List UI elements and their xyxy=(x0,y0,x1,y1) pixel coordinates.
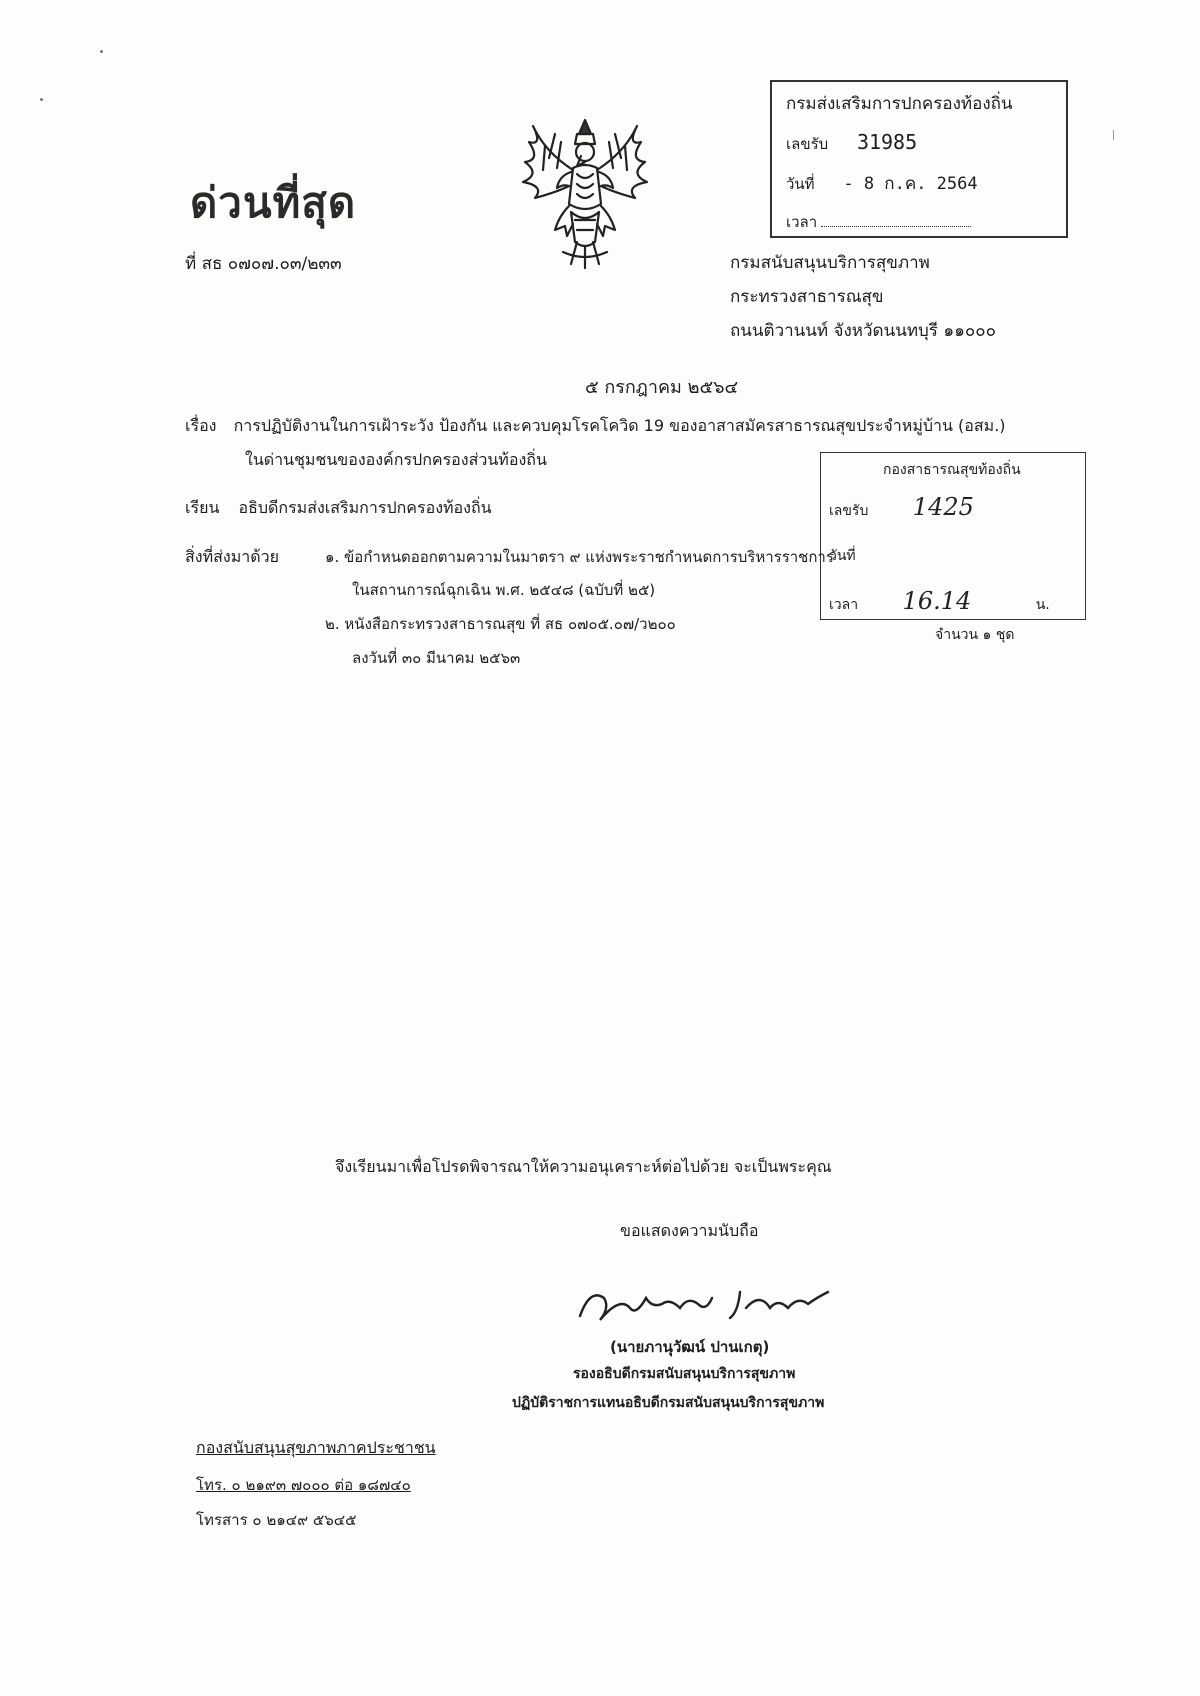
division-number-row xyxy=(829,493,974,522)
sender-department: กรมสนับสนุนบริการสุขภาพ xyxy=(730,253,930,273)
receipt-time-label: เวลา xyxy=(786,213,818,231)
division-stamp xyxy=(820,452,1086,620)
urgency-label: ด่วนที่สุด xyxy=(190,178,357,227)
division-date-label: วันที่ xyxy=(829,548,856,564)
division-number-label: เลขรับ xyxy=(829,503,869,519)
enclosure-1-line-2: ในสถานการณ์ฉุกเฉิน พ.ศ. ๒๕๔๘ (ฉบับที่ ๒๕) xyxy=(352,581,656,599)
scan-speck xyxy=(40,98,43,101)
signatory-position-1: รองอธิบดีกรมสนับสนุนบริการสุขภาพ xyxy=(573,1366,796,1382)
letter-date: ๕ กรกฎาคม ๒๕๖๔ xyxy=(585,377,739,398)
receipt-stamp xyxy=(770,80,1068,238)
addressee-line xyxy=(185,496,492,521)
sender-street: ถนนติวานนท์ จังหวัดนนทบุรี ๑๑๐๐๐ xyxy=(730,321,997,341)
addressee-value: อธิบดีกรมส่งเสริมการปกครองท้องถิ่น xyxy=(238,498,492,517)
subject-label: เรื่อง xyxy=(185,416,217,435)
receipt-number-value: 31985 xyxy=(856,130,918,154)
contact-unit: กองสนับสนุนสุขภาพภาคประชาชน xyxy=(196,1438,436,1457)
division-time-label: เวลา xyxy=(829,597,859,613)
receipt-date-row xyxy=(786,170,978,197)
signatory-position-2: ปฏิบัติราชการแทนอธิบดีกรมสนับสนุนบริการสุขภาพ xyxy=(512,1395,825,1411)
subject-line-1 xyxy=(185,414,1006,439)
division-time-row xyxy=(829,587,1050,616)
enclosure-count: จำนวน ๑ ชุด xyxy=(935,627,1015,643)
handwritten-signature-icon xyxy=(570,1268,840,1334)
contact-telephone: โทร. ๐ ๒๑๙๓ ๗๐๐๐ ต่อ ๑๘๗๔๐ xyxy=(196,1476,411,1494)
receipt-date-label: วันที่ xyxy=(786,175,815,193)
receipt-time-row xyxy=(786,210,971,234)
sender-ministry: กระทรวงสาธารณสุข xyxy=(730,287,884,307)
subject-text-1: การปฏิบัติงานในการเฝ้าระวัง ป้องกัน และควบคุมโรคโควิด 19 ของอาสาสมัครสาธารณสุขประจำหมู่บ้าน (อสม.) xyxy=(233,416,1006,435)
enclosure-2-line-2: ลงวันที่ ๓๐ มีนาคม ๒๕๖๓ xyxy=(352,649,521,667)
scan-mark xyxy=(1113,130,1114,140)
enclosure-1-line-1: ๑. ข้อกำหนดออกตามความในมาตรา ๙ แห่งพระราชกำหนดการบริหารราชการ xyxy=(325,548,834,566)
division-time-value: 16.14 xyxy=(902,587,972,615)
signatory-name: (นายภานุวัฒน์ ปานเกตุ) xyxy=(610,1338,770,1356)
receipt-number-label: เลขรับ xyxy=(786,135,829,153)
addressee-label: เรียน xyxy=(185,498,220,517)
subject-text-2: ในด่านชุมชนขององค์กรปกครองส่วนท้องถิ่น xyxy=(245,450,547,469)
receipt-date-value: - 8 ก.ค. 2564 xyxy=(843,174,978,194)
receipt-number-row xyxy=(786,130,917,156)
division-number-value: 1425 xyxy=(912,493,974,521)
division-time-suffix: น. xyxy=(1035,597,1050,613)
closing-request: จึงเรียนมาเพื่อโปรดพิจารณาให้ความอนุเคราะห์ต่อไปด้วย จะเป็นพระคุณ xyxy=(335,1157,832,1176)
division-stamp-title: กองสาธารณสุขท้องถิ่น xyxy=(883,462,1021,478)
enclosures-label: สิ่งที่ส่งมาด้วย xyxy=(185,547,279,566)
contact-fax: โทรสาร ๐ ๒๑๔๙ ๕๖๔๕ xyxy=(196,1511,357,1529)
sender-address xyxy=(730,246,996,348)
closing-regards: ขอแสดงความนับถือ xyxy=(620,1221,759,1240)
garuda-emblem-icon xyxy=(515,112,655,272)
receipt-stamp-title: กรมส่งเสริมการปกครองท้องถิ่น xyxy=(786,94,1013,114)
enclosure-2-line-1: ๒. หนังสือกระทรวงสาธารณสุข ที่ สธ ๐๗๐๕.๐๗/ว๒๐๐ xyxy=(325,615,676,633)
scan-speck xyxy=(100,50,103,53)
reference-number: ที่ สธ ๐๗๐๗.๐๓/๒๓๓ xyxy=(185,254,342,274)
